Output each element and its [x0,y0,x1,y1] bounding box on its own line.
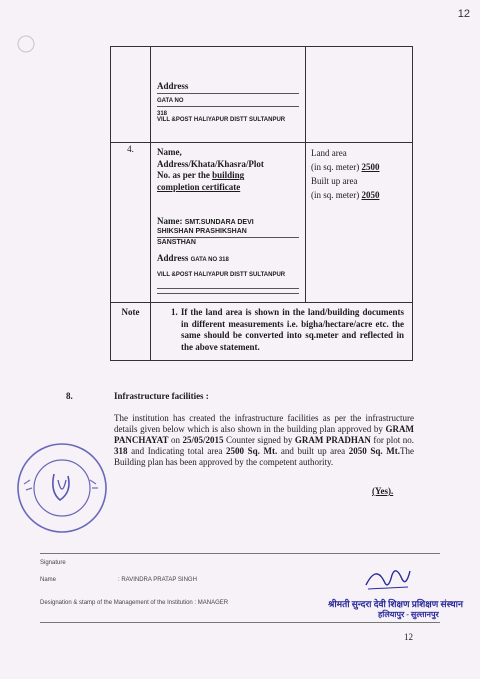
name-value: SANSTHAN [157,238,196,246]
page-number: 12 [404,632,413,642]
village-text: VILL &POST HALIYAPUR DISTT SULTANPUR [157,272,286,279]
address-label: Address [157,81,189,91]
row-number: 4. [111,143,151,303]
gata-value: 318 [157,111,168,117]
built-area-label: Built up area [311,175,358,186]
unit-text: (in sq. meter) [311,161,360,172]
name-value: SHIKSHAN PRASHIKSHAN [157,228,247,236]
footer-divider [40,553,440,554]
name-value: SMT.SUNDARA DEVI [184,218,254,226]
row-label-line: Name, [157,147,182,157]
details-table [110,46,413,361]
table-row [111,47,413,143]
page-marker: 12 [457,8,470,20]
row-label-line: Address/Khata/Khasra/Plot [157,158,264,169]
name-label: Name [40,577,57,583]
note-text: 1. If the land area is shown in the land/building documents in different measurements i.e. bigha/hectare/acre etc. the same should be converted into sq.meter and reflected in the above statement. [171,307,404,352]
round-seal-stamp [14,440,110,536]
land-area-label: Land area [311,148,347,158]
unit-text: (in sq. meter) [311,189,360,200]
built-area-value: 2050 [361,189,380,200]
hindi-stamp-line: श्रीमती सुन्दरा देवी शिक्षण प्रशिक्षण संस्थान [328,599,463,609]
name-value: : RAVINDRA PRATAP SINGH [118,577,197,583]
address-value: GATA NO 318 [190,256,229,263]
note-label: Note [111,303,151,361]
yes-mark: (Yes). [372,486,394,496]
signature-label: Signature [40,560,66,566]
manager-signature [362,563,414,593]
hole-punch-mark [14,30,42,58]
section-title: Infrastructure facilities : [114,391,209,401]
section-number: 8. [66,391,73,401]
designation-text: Designation & stamp of the Management of the Institution : MANAGER [40,600,229,606]
address-label: Address [157,252,189,263]
table-row [111,143,413,303]
infrastructure-paragraph: The institution has created the infrastructure facilities as per the infrastructure details given below which is also shown in the building plan approved by GRAM PANCHAYAT on 25/05/2015 Counter signed by GRAM PRADHAN for plot no. 318 and Indicating total area 2500 Sq. Mt. and built up area 2050 Sq. Mt.The Building plan has been approved by the competent authority. [114,413,415,467]
land-area-value: 2500 [361,161,380,172]
village-text: VILL &POST HALIYAPUR DISTT SULTANPUR [157,117,286,123]
name-label: Name: [157,215,183,226]
gata-label: GATA NO [157,98,184,104]
table-row [111,303,413,361]
row-label-line: No. as per the building [157,170,245,181]
hindi-stamp-line: हलियापुर - सुल्तानपुर [378,610,439,619]
row-label-line: completion certificate [157,182,241,193]
footer-divider [40,622,440,623]
